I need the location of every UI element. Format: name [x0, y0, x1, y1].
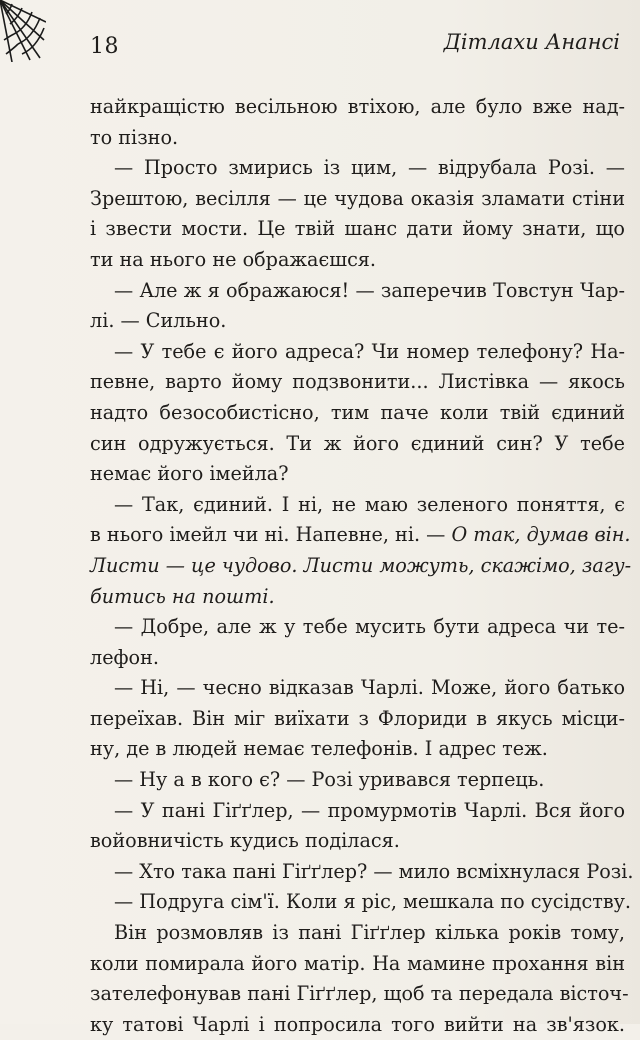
page-number: 18: [90, 34, 119, 59]
text-line: [90, 245, 625, 276]
text-line: [90, 979, 629, 1010]
spider-web-icon: [0, 0, 46, 62]
text-line: [90, 214, 625, 245]
text-line-content: син одружується. Ти ж його єдиний син? У тебе: [90, 431, 625, 455]
text-line-content: переїхав. Він міг виїхати з Флориди в якусь місци-: [90, 706, 625, 730]
text-line: [90, 184, 625, 215]
text-line-content: ти на нього не ображаєшся.: [90, 247, 377, 271]
italic-thought: Листи — це чудово. Листи можуть, скажімо, загу-: [90, 553, 632, 577]
text-line: [90, 92, 625, 123]
text-line-content: в нього імейл чи ні. Напевне, ні. —: [90, 523, 446, 547]
text-line-content: — Ні, — чесно відказав Чарлі. Може, його батько: [114, 676, 625, 700]
text-line-content: зателефонував пані Гіґґлер, щоб та передала вісточ-: [90, 982, 629, 1006]
text-line-content: лі. — Сильно.: [90, 309, 227, 333]
text-line-content: то пізно.: [90, 125, 179, 149]
text-line: [90, 887, 632, 918]
text-line: [90, 459, 625, 490]
text-line-content: — Хто така пані Гіґґлер? — мило всміхнулася Розі.: [114, 859, 634, 883]
text-line-content: — Ну а в кого є? — Розі уривався терпець.: [114, 768, 545, 792]
text-line-content: і звести мости. Це твій шанс дати йому знати, що: [90, 217, 625, 241]
text-line: [90, 337, 625, 368]
text-line: [90, 153, 625, 184]
text-line-content: — У пані Гіґґлер, — промурмотів Чарлі. Вся його: [114, 798, 625, 822]
text-line: [90, 398, 625, 429]
text-line-content: коли помирала його матір. На мамине прохання він: [90, 951, 625, 975]
text-line-content: ку татові Чарлі і попросила того вийти на зв'язок.: [90, 1012, 625, 1036]
text-line: [90, 643, 625, 674]
text-line: [90, 949, 625, 980]
italic-thought: битись на пошті.: [90, 584, 275, 608]
text-line: [90, 765, 625, 796]
text-line: [90, 520, 631, 551]
text-line: [90, 796, 625, 827]
text-line: [90, 276, 625, 307]
text-line: [90, 857, 634, 888]
text-line-content: — Добре, але ж у тебе мусить бути адреса чи те-: [114, 615, 625, 639]
text-line-content: певне, варто йому подзвонити... Листівка — якось: [90, 370, 625, 394]
text-line: [90, 826, 625, 857]
text-line-content: — Але ж я ображаюся! — заперечив Товстун Чар-: [114, 278, 625, 302]
text-line: [90, 673, 625, 704]
text-line-content: — Так, єдиний. І ні, не маю зеленого поняття, є: [114, 492, 625, 516]
text-line: [90, 1010, 625, 1040]
text-line-content: надто безособистісно, тим паче коли твій єдиний: [90, 400, 625, 424]
text-line-content: Він розмовляв із пані Гіґґлер кілька років тому,: [114, 921, 625, 945]
text-line-content: — Просто змирись із цим, — відрубала Розі. —: [114, 156, 625, 180]
italic-thought: О так, думав він.: [445, 523, 631, 547]
body-text: [90, 92, 634, 1040]
text-line-content: войовничість кудись поділася.: [90, 829, 400, 853]
text-line: [90, 704, 625, 735]
text-line-content: — У тебе є його адреса? Чи номер телефону? На-: [114, 339, 625, 363]
running-title: Дітлахи Анансі: [443, 30, 620, 54]
text-line: [90, 918, 625, 949]
text-line-content: найкращістю весільною втіхою, але було вже над-: [90, 95, 625, 118]
text-line-content: ну, де в людей немає телефонів. І адрес теж.: [90, 737, 548, 761]
text-line: [90, 734, 625, 765]
text-line: [90, 582, 625, 613]
text-line: [90, 123, 625, 154]
text-line: [90, 429, 625, 460]
text-line: [90, 367, 625, 398]
text-line-content: Зрештою, весілля — це чудова оказія зламати стіни: [90, 186, 625, 210]
text-line-content: лефон.: [90, 645, 160, 669]
text-line: [90, 612, 625, 643]
text-line-content: — Подруга сім'ї. Коли я ріс, мешкала по сусідству.: [114, 890, 632, 914]
text-line: [90, 551, 632, 582]
text-line: [90, 490, 625, 521]
text-line: [90, 306, 625, 337]
text-line-content: немає його імейла?: [90, 462, 289, 486]
